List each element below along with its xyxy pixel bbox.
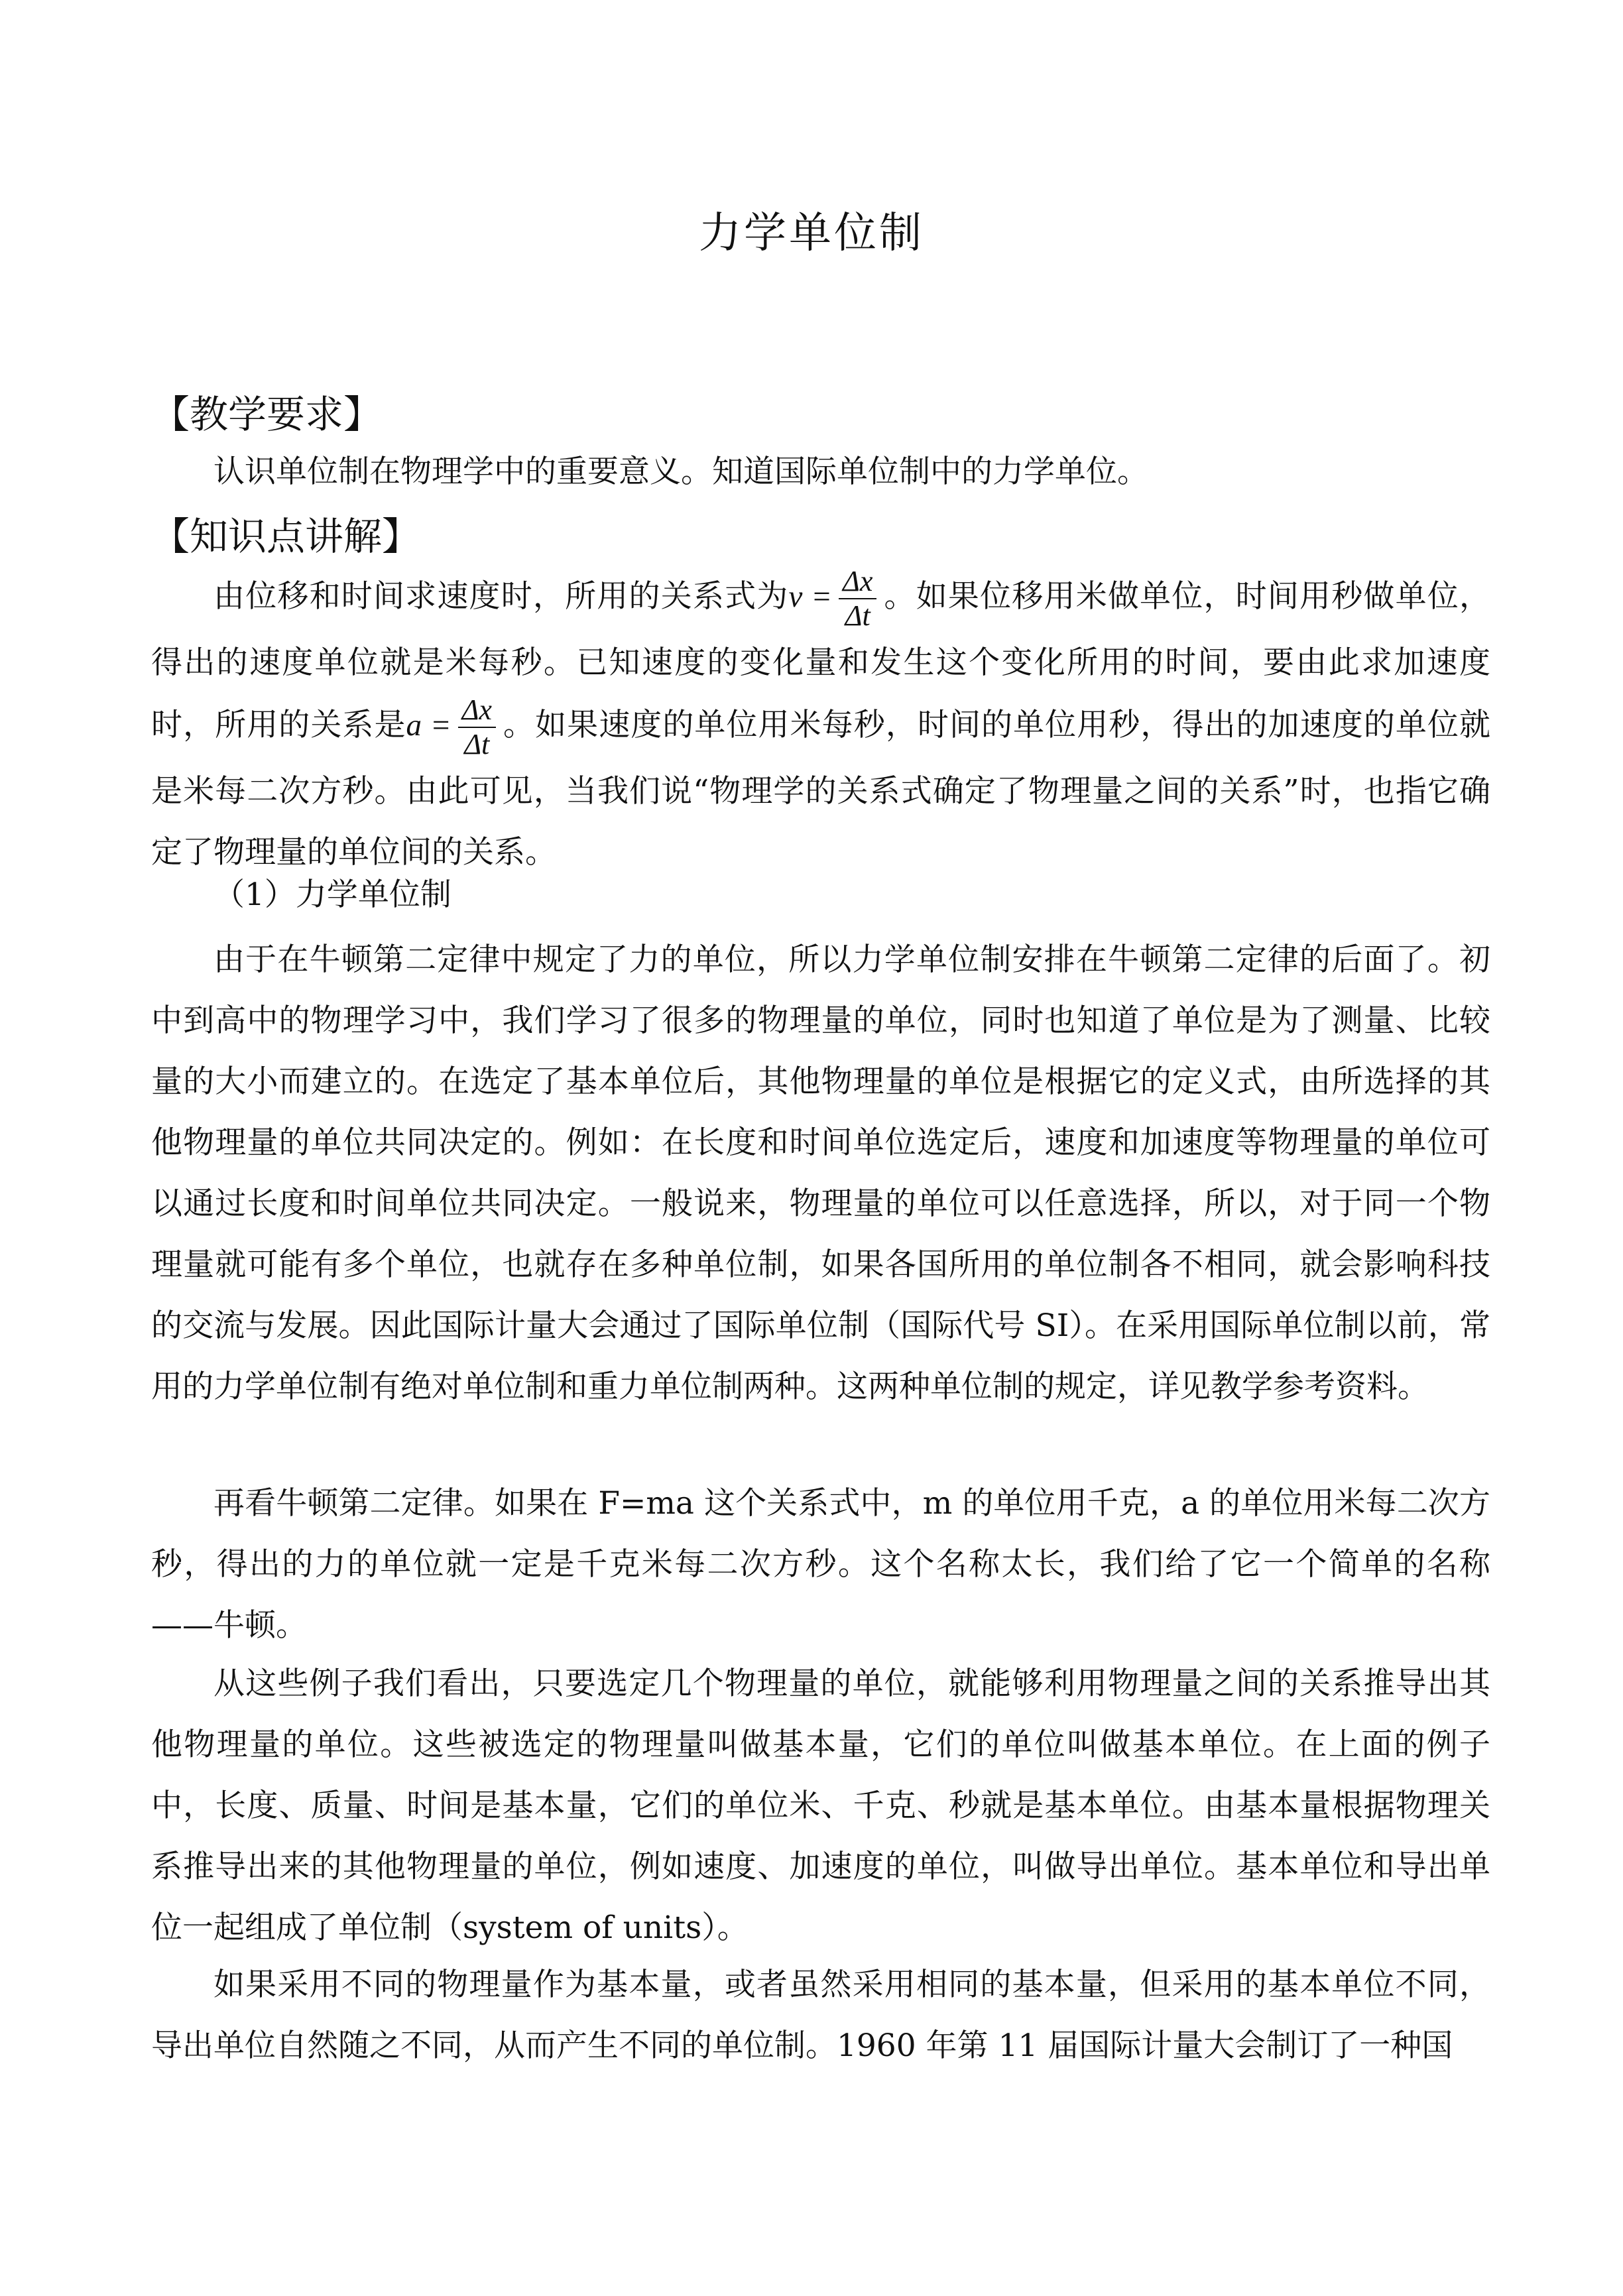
paragraph-unit-systems: 如果采用不同的物理量作为基本量，或者虽然采用相同的基本量，但采用的基本单位不同，导出单位自然随之不同，从而产生不同的单位制。1960 年第 11 届国际计量大会制订了一种国 <box>151 1966 1490 2064</box>
acceleration-numerator: Δx <box>458 694 496 728</box>
velocity-formula-lhs: v = <box>788 579 832 614</box>
section-heading-requirements: 【教学要求】 <box>151 392 383 437</box>
paragraph-intro-text-c: 。如果速度的单位用米每秒，时间的单位用秒，得出的加速度的单位就是米每二次方秒。由此可见，当我们说“物理学的关系式确定了物理量之间的关系”时，也指它确定了物理量的单位间的关系。 <box>151 707 1491 871</box>
paragraph-intro-text-a: 由位移和时间求速度时，所用的关系式为 <box>213 578 789 615</box>
requirements-text: 认识单位制在物理学中的重要意义。知道国际单位制中的力学单位。 <box>213 453 1148 490</box>
acceleration-denominator: Δt <box>464 728 490 760</box>
acceleration-fraction <box>458 694 496 761</box>
page-title: 力学单位制 <box>699 209 924 258</box>
velocity-denominator: Δt <box>845 599 871 632</box>
paragraph-base-units: 从这些例子我们看出，只要选定几个物理量的单位，就能够利用物理量之间的关系推导出其他物理量的单位。这些被选定的物理量叫做基本量，它们的单位叫做基本单位。在上面的例子中，长度、质量、时间是基本量，它们的单位米、千克、秒就是基本单位。由基本量根据物理关系推导出来的其他物理量的单位，例如速度、加速度的单位，叫做导出单位。基本单位和导出单位一起组成了单位制（system of units）。 <box>151 1665 1490 1946</box>
paragraph-intro <box>151 565 1490 883</box>
paragraph-mechanics-units: 由于在牛顿第二定律中规定了力的单位，所以力学单位制安排在牛顿第二定律的后面了。初中到高中的物理学习中，我们学习了很多的物理量的单位，同时也知道了单位是为了测量、比较量的大小而建立的。在选定了基本单位后，其他物理量的单位是根据它的定义式，由所选择的其他物理量的单位共同决定的。例如：在长度和时间单位选定后，速度和加速度等物理量的单位可以通过长度和时间单位共同决定。一般说来，物理量的单位可以任意选择，所以，对于同一个物理量就可能有多个单位，也就存在多种单位制，如果各国所用的单位制各不相同，就会影响科技的交流与发展。因此国际计量大会通过了国际单位制（国际代号 SI）。在采用国际单位制以前，常用的力学单位制有绝对单位制和重力单位制两种。这两种单位制的规定，详见教学参考资料。 <box>151 941 1490 1405</box>
velocity-numerator: Δx <box>839 565 876 599</box>
subheading-mechanics-units: （1）力学单位制 <box>213 876 451 913</box>
paragraph-intro-text-b: 。如果位移用米做单位，时间用秒做单位，得出的速度单位就是米每秒。已知速度的变化量和发生这个变化所用的时间，要由此求加速度时，所用的关系是 <box>151 578 1491 743</box>
velocity-fraction <box>839 565 876 633</box>
paragraph-newton-second-law: 再看牛顿第二定律。如果在 F=ma 这个关系式中，m 的单位用千克，a 的单位用米每二次方秒，得出的力的单位就一定是千克米每二次方秒。这个名称太长，我们给了它一个简单的名称——牛顿。 <box>151 1485 1490 1644</box>
section-heading-knowledge: 【知识点讲解】 <box>151 514 421 559</box>
acceleration-formula-lhs: a = <box>406 708 451 743</box>
